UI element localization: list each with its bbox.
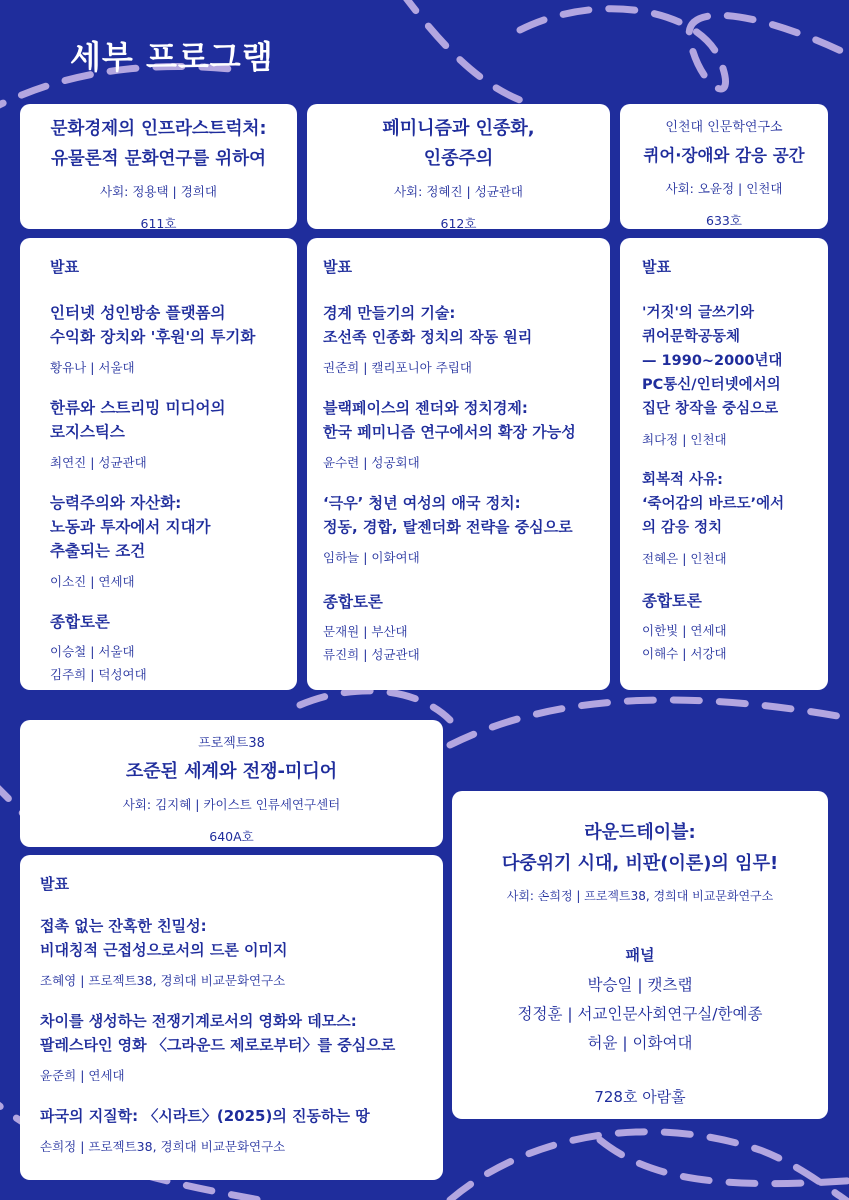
session-title: 조준된 세계와 전쟁-미디어 bbox=[125, 761, 338, 782]
discussion-label: 종합토론 bbox=[50, 613, 110, 631]
section-label: 발표 bbox=[323, 258, 352, 276]
discussion-participant: 문재원 | 부산대 bbox=[323, 624, 408, 639]
presentation-item bbox=[50, 301, 297, 376]
presentation-title: 능력주의와 자산화: 노동과 투자에서 지대가 추출되는 조건 bbox=[50, 494, 211, 560]
presentation-item bbox=[40, 1009, 443, 1084]
panelist: 허윤 | 이화여대 bbox=[587, 1034, 693, 1052]
presentation-author: 손희정 | 프로젝트38, 경희대 비교문화연구소 bbox=[40, 1139, 286, 1154]
presentation-title: 경계 만들기의 기술: 조선족 인종화 정치의 작동 원리 bbox=[323, 304, 533, 346]
discussion-label: 종합토론 bbox=[642, 592, 702, 610]
roundtable-room: 728호 아람홀 bbox=[594, 1088, 686, 1106]
presentation-title: ‘극우’ 청년 여성의 애국 정치: 정동, 경합, 탈젠더화 전략을 중심으로 bbox=[323, 494, 573, 536]
presentation-item bbox=[50, 491, 297, 590]
session-title: 퀴어·장애와 감응 공간 bbox=[643, 146, 805, 165]
session-header-card bbox=[620, 104, 828, 229]
discussion-participant: 이해수 | 서강대 bbox=[642, 646, 727, 661]
session-moderator: 사회: 오윤정 | 인천대 bbox=[665, 181, 783, 196]
session-title: 페미니즘과 인종화, 인종주의 bbox=[382, 118, 535, 169]
presentation-title: 접촉 없는 잔혹한 친밀성: 비대칭적 근접성으로서의 드론 이미지 bbox=[40, 917, 288, 959]
presentation-item bbox=[642, 468, 828, 567]
session-program-card bbox=[20, 855, 443, 1180]
discussion-participant: 이한빛 | 연세대 bbox=[642, 623, 727, 638]
presentation-item bbox=[40, 914, 443, 989]
session-room: 611호 bbox=[140, 216, 177, 231]
presentation-title: 한류와 스트리밍 미디어의 로지스틱스 bbox=[50, 399, 226, 441]
session-title: 문화경제의 인프라스트럭처: 유물론적 문화연구를 위하여 bbox=[50, 119, 267, 169]
session-room: 640A호 bbox=[209, 829, 254, 844]
presentation-item bbox=[323, 301, 610, 376]
panelist: 박승일 | 캣츠랩 bbox=[587, 976, 693, 994]
roundtable-title: 라운드테이블: 다중위기 시대, 비판(이론)의 임무! bbox=[501, 822, 779, 874]
discussion-participant: 류진희 | 성균관대 bbox=[323, 647, 420, 662]
roundtable-moderator: 사회: 손희정 | 프로젝트38, 경희대 비교문화연구소 bbox=[506, 889, 774, 903]
presentation-author: 최연진 | 성균관대 bbox=[50, 455, 147, 470]
presentation-author: 윤준희 | 연세대 bbox=[40, 1068, 125, 1083]
session-moderator: 사회: 김지혜 | 카이스트 인류세연구센터 bbox=[122, 797, 341, 812]
discussion-participant: 이승철 | 서울대 bbox=[50, 644, 135, 659]
section-label: 발표 bbox=[40, 875, 69, 893]
presentation-title: 회복적 사유: ‘죽어감의 바르도’에서 의 감응 정치 bbox=[642, 472, 785, 536]
presentation-author: 윤수련 | 성공회대 bbox=[323, 455, 420, 470]
discussion-participant: 김주희 | 덕성여대 bbox=[50, 667, 147, 682]
session-header-card bbox=[20, 104, 297, 229]
presentation-author: 최다정 | 인천대 bbox=[642, 432, 727, 447]
session-moderator: 사회: 정혜진 | 성균관대 bbox=[393, 184, 524, 199]
section-label: 발표 bbox=[642, 258, 671, 276]
presentation-item bbox=[323, 396, 610, 471]
session-moderator: 사회: 정용택 | 경희대 bbox=[100, 184, 217, 199]
session-program-card bbox=[620, 238, 828, 690]
session-program-card bbox=[307, 238, 610, 690]
presentation-item bbox=[642, 301, 828, 448]
presentation-title: 인터넷 성인방송 플랫폼의 수익화 장치와 '후원'의 투기화 bbox=[50, 304, 256, 346]
session-room: 633호 bbox=[706, 213, 742, 228]
presentation-title: 파국의 지질학: 〈시라트〉(2025)의 진동하는 땅 bbox=[40, 1107, 370, 1125]
discussion-label: 종합토론 bbox=[323, 593, 383, 611]
presentation-title: '거짓'의 글쓰기와 퀴어문학공동체 — 1990~2000년대 PC통신/인터넷에서의 집단 창작을 중심으로 bbox=[642, 305, 783, 417]
session-organizer: 프로젝트38 bbox=[198, 736, 265, 751]
roundtable-card bbox=[452, 791, 828, 1119]
presentation-author: 조혜영 | 프로젝트38, 경희대 비교문화연구소 bbox=[40, 973, 286, 988]
presentation-author: 권준희 | 캘리포니아 주립대 bbox=[323, 360, 472, 375]
panelist: 정정훈 | 서교인문사회연구실/한예종 bbox=[517, 1005, 763, 1023]
session-header-card bbox=[307, 104, 610, 229]
presentation-item bbox=[50, 396, 297, 471]
presentation-author: 황유나 | 서울대 bbox=[50, 360, 135, 375]
section-label: 발표 bbox=[50, 258, 79, 276]
session-organizer: 인천대 인문학연구소 bbox=[665, 120, 783, 135]
page-title: 세부 프로그램 bbox=[70, 38, 274, 76]
presentation-item bbox=[323, 491, 610, 566]
presentation-item bbox=[40, 1104, 443, 1155]
session-program-card bbox=[20, 238, 297, 690]
presentation-title: 차이를 생성하는 전쟁기계로서의 영화와 데모스: 팔레스타인 영화 〈그라운드 제로로부터〉를 중심으로 bbox=[40, 1012, 396, 1054]
session-room: 612호 bbox=[440, 216, 477, 231]
presentation-title: 블랙페이스의 젠더와 정치경제: 한국 페미니즘 연구에서의 확장 가능성 bbox=[323, 399, 576, 441]
presentation-author: 임하늘 | 이화여대 bbox=[323, 550, 420, 565]
session-header-card bbox=[20, 720, 443, 847]
presentation-author: 전혜은 | 인천대 bbox=[642, 551, 727, 566]
panel-label: 패널 bbox=[625, 946, 655, 964]
presentation-author: 이소진 | 연세대 bbox=[50, 574, 135, 589]
